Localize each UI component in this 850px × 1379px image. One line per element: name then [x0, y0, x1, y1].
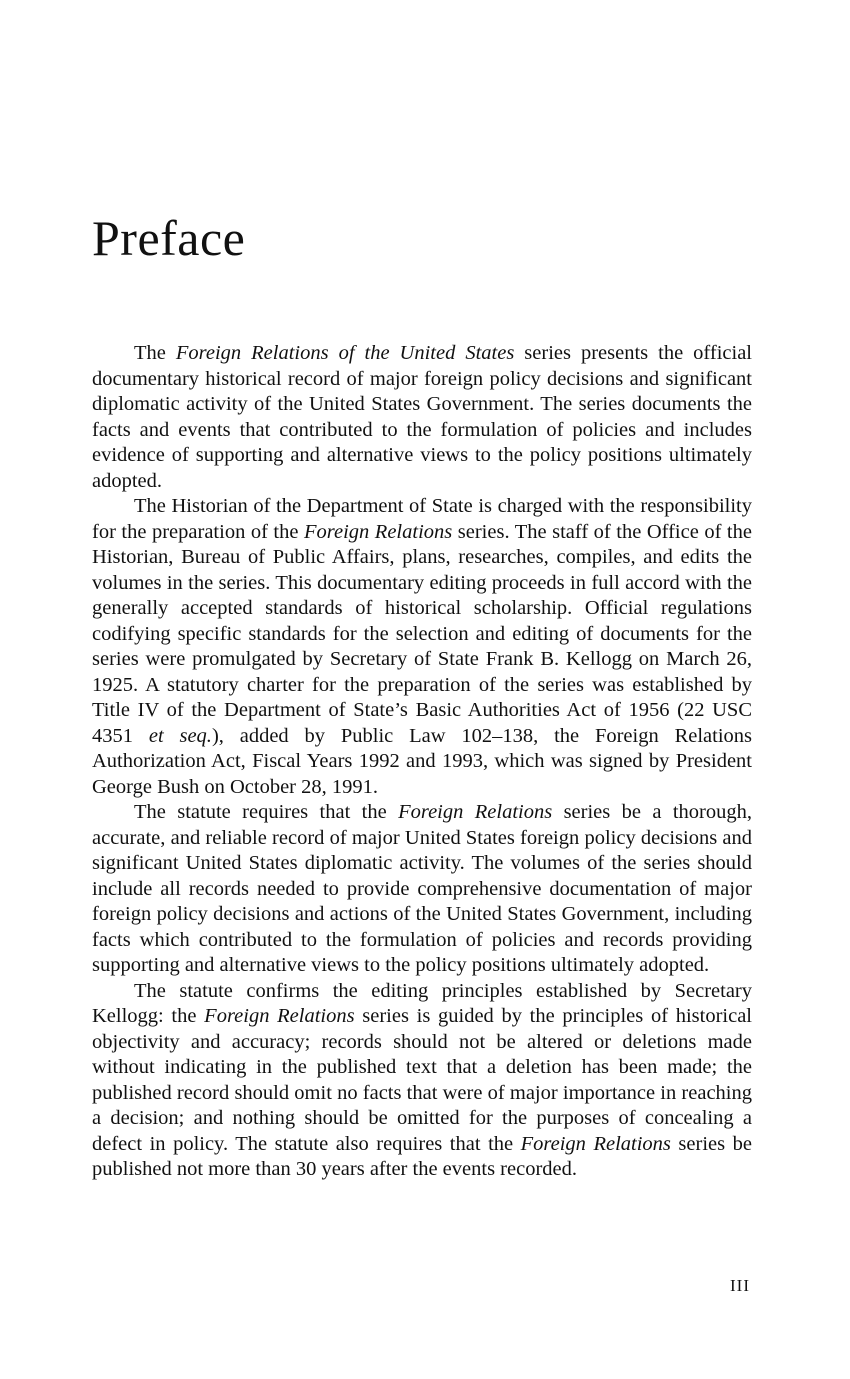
paragraph [92, 341, 752, 494]
italic-title-text: et seq. [148, 724, 212, 747]
italic-title-text: Foreign Relations [398, 801, 553, 823]
paragraph-text: series presents the official documentary historical record of major foreign policy decisions and significant diplomatic activity of the United States Government. The series documents the facts and events that contributed to the formulation of policies and includes evidence of supporting and alternative views to the policy positions ultimately adopted. [92, 342, 752, 492]
paragraph-text: The statute requires that the [134, 801, 399, 823]
paragraph-text: The statute confirms the editing principles established by Secretary Kellogg: the [92, 979, 752, 1027]
paragraph-text: series is guided by the principles of historical objectivity and accuracy; records should not be altered or deletions made without indicating in the published text that a deletion has been made; the published record should omit no facts that were of major importance in reaching a decision; and nothing should be omitted for the purposes of concealing a defect in policy. The statute also requires that the [92, 1005, 752, 1155]
italic-title-text: Foreign Relations of the United States [175, 342, 515, 364]
paragraph-text: ), added by Public Law 102–138, the Foreign Relations Authorization Act, Fiscal Years 1992 and 1993, which was signed by President George Bush on October 28, 1991. [92, 724, 753, 798]
page-number: III [730, 1276, 750, 1295]
paragraph-text: series be published not more than 30 years after the events recorded. [92, 1132, 752, 1180]
italic-title-text: Foreign Relations [204, 1005, 355, 1027]
page-title: Preface [92, 210, 246, 266]
paragraph-text: The Historian of the Department of State is charged with the responsibility for the preparation of the [92, 495, 752, 543]
italic-title-text: Foreign Relations [520, 1132, 671, 1155]
paragraph-text: series. The staff of the Office of the Historian, Bureau of Public Affairs, plans, researches, compiles, and edits the volumes in the series. This documentary editing proceeds in full accord with the generally accepted standards of historical scholarship. Official regulations codifying specific standards for the selection and editing of documents for the series were promulgated by Secretary of State Frank B. Kellogg on March 26, 1925. A statutory charter for the preparation of the series was established by Title IV of the Department of State’s Basic Authorities Act of 1956 (22 USC 4351 [92, 520, 752, 747]
italic-title-text: Foreign Relations [304, 520, 453, 543]
paragraph-text: The [134, 342, 176, 364]
paragraph-text: series be a thorough, accurate, and reliable record of major United States foreign policy decisions and significant United States diplomatic activity. The volumes of the series should include all records needed to provide comprehensive documentation of major foreign policy decisions and actions of the United States Government, including facts which contributed to the formulation of policies and records providing supporting and alternative views to the policy positions ultimately adopted. [92, 801, 752, 976]
preface-body [92, 341, 752, 1183]
paragraph [92, 494, 752, 800]
paragraph [92, 800, 752, 979]
paragraph [92, 979, 752, 1183]
